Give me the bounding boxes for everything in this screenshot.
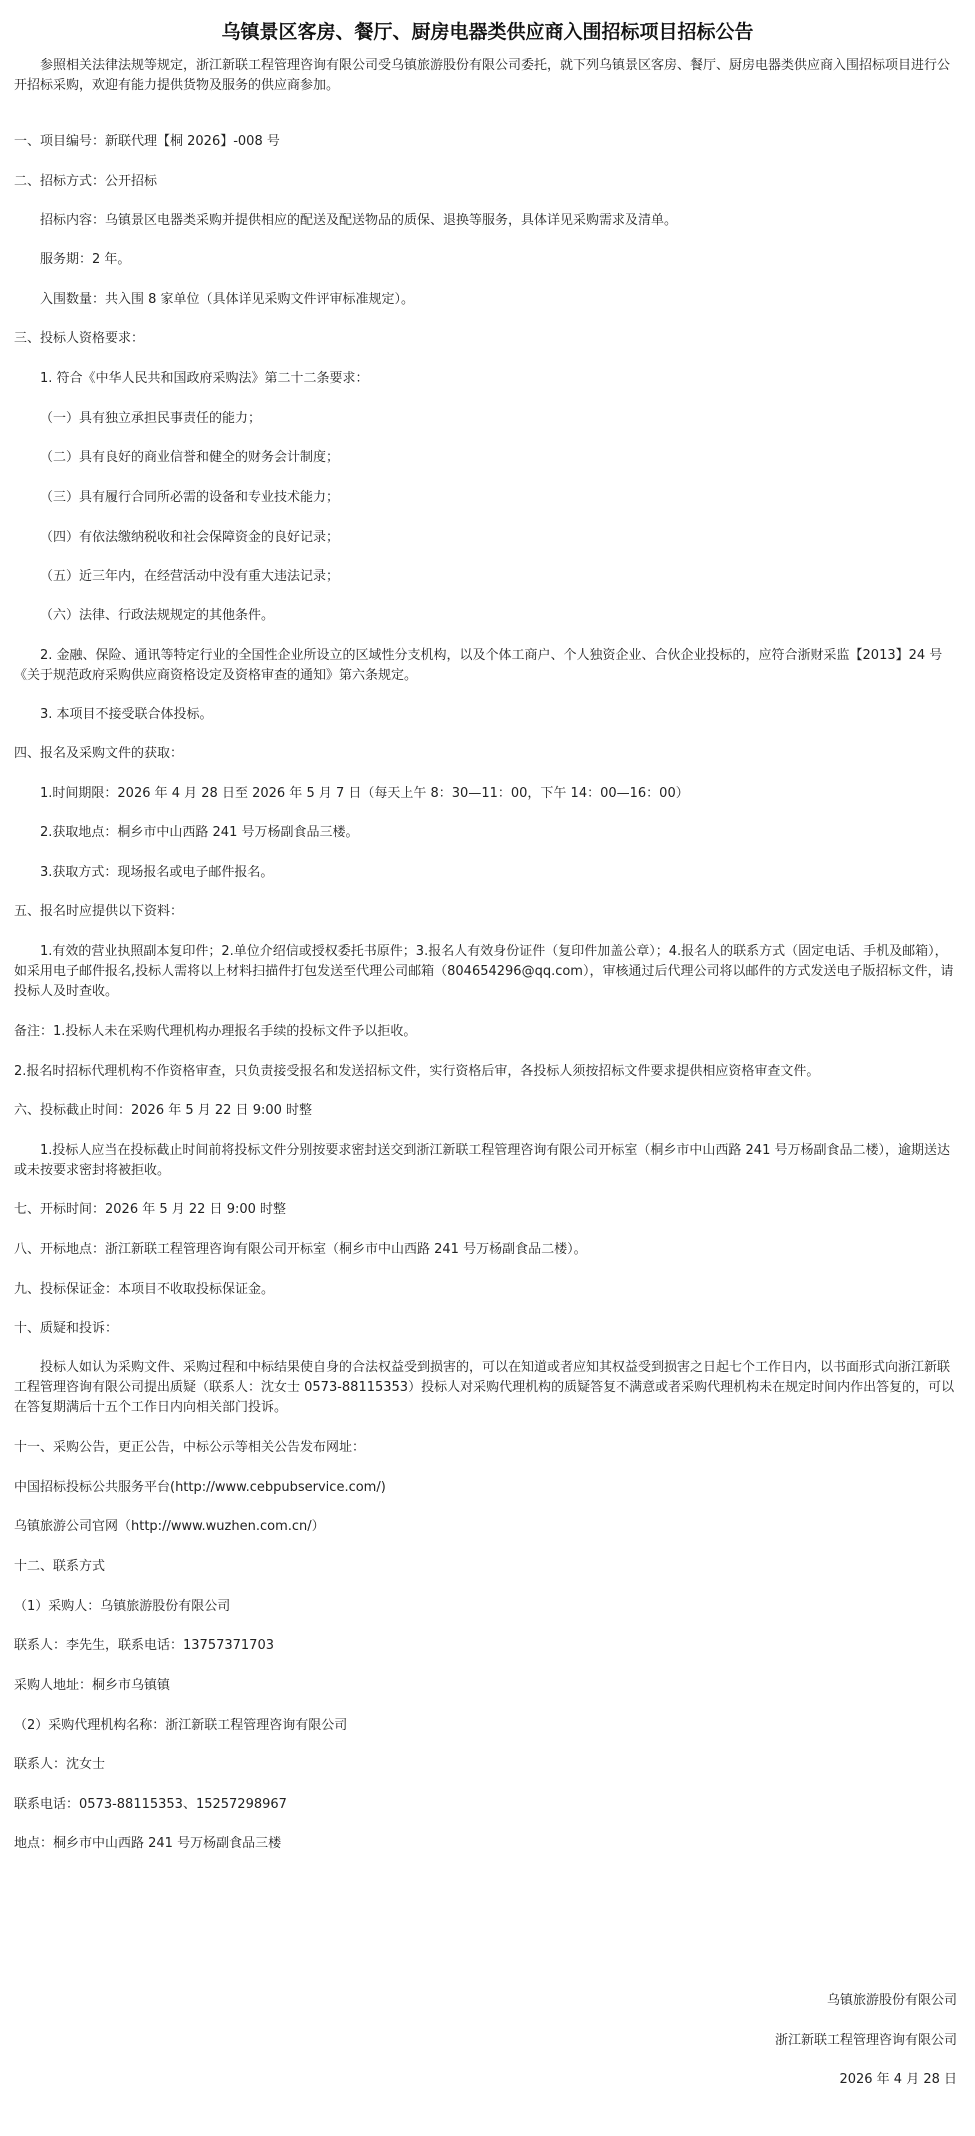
- qualification-2: 2. 金融、保险、通讯等特定行业的全国性企业所设立的区域性分支机构，以及个体工商户、个人独资企业、合伙企业投标的，应符合浙财采监【2013】24 号《关于规范政府采购供应商资格设定及资格审查的通知》第六条规定。: [14, 648, 943, 683]
- service-period: 服务期：2 年。: [40, 252, 131, 267]
- section-9-heading: 九、投标保证金：本项目不收取投标保证金。: [14, 1282, 275, 1297]
- qualification-item: （六）法律、行政法规规定的其他条件。: [40, 608, 275, 623]
- section-6-heading: 六、投标截止时间：2026 年 5 月 22 日 9:00 时整: [14, 1103, 313, 1118]
- signature-date: 2026 年 4 月 28 日: [839, 2072, 957, 2087]
- registration-method: 3.获取方式：现场报名或电子邮件报名。: [40, 865, 274, 880]
- intro-paragraph: 参照相关法律法规等规定，浙江新联工程管理咨询有限公司受乌镇旅游股份有限公司委托，就下列乌镇景区客房、餐厅、厨房电器类供应商入围招标项目进行公开招标采购，欢迎有能力提供货物及服务的供应商参加。: [14, 58, 951, 93]
- agency-name: （2）采购代理机构名称：浙江新联工程管理咨询有限公司: [14, 1718, 348, 1733]
- submission-rule: 1.投标人应当在投标截止时间前将投标文件分别按要求密封送交到浙江新联工程管理咨询有限公司开标室（桐乡市中山西路 241 号万杨副食品二楼），逾期送达或未按要求密封将被拒收。: [14, 1143, 950, 1178]
- section-10-heading: 十、质疑和投诉：: [14, 1321, 119, 1336]
- section-12-heading: 十二、联系方式: [14, 1559, 106, 1574]
- publish-site-1: 中国招标投标公共服务平台(http://www.cebpubservice.com/): [14, 1480, 386, 1495]
- registration-period: 1.时间期限：2026 年 4 月 28 日至 2026 年 5 月 7 日（每天上午 8：30—11：00，下午 14：00—16：00）: [40, 786, 689, 801]
- required-documents: 1.有效的营业执照副本复印件；2.单位介绍信或授权委托书原件；3.报名人有效身份证件（复印件加盖公章）；4.报名人的联系方式（固定电话、手机及邮箱），如采用电子邮件报名,投标人需将以上材料扫描件打包发送至代理公司邮箱（804654296@qq.com），审核通过后代理公司将以邮件的方式发送电子版招标文件，请投标人及时查收。: [14, 944, 954, 999]
- qualification-3: 3. 本项目不接受联合体投标。: [40, 707, 213, 722]
- signature-agency: 浙江新联工程管理咨询有限公司: [774, 2033, 957, 2048]
- section-4-heading: 四、报名及采购文件的获取：: [14, 746, 184, 761]
- qualification-1: 1. 符合《中华人民共和国政府采购法》第二十二条要求：: [40, 371, 369, 386]
- agency-contact: 联系人：沈女士: [14, 1757, 106, 1772]
- qualification-item: （五）近三年内，在经营活动中没有重大违法记录；: [40, 569, 340, 584]
- qualification-item: （二）具有良好的商业信誉和健全的财务会计制度；: [40, 450, 340, 465]
- section-2-heading: 二、招标方式：公开招标: [14, 174, 158, 189]
- note-2: 2.报名时招标代理机构不作资格审查，只负责接受报名和发送招标文件，实行资格后审，各投标人须按招标文件要求提供相应资格审查文件。: [14, 1064, 820, 1079]
- complaint-rule: 投标人如认为采购文件、采购过程和中标结果使自身的合法权益受到损害的，可以在知道或者应知其权益受到损害之日起七个工作日内，以书面形式向浙江新联工程管理咨询有限公司提出质疑（联系人：沈女士 0573-88115353）投标人对采购代理机构的质疑答复不满意或者采购代理机构未在规定时间内作出答复的，可以在答复期满后十五个工作日内向相关部门投诉。: [14, 1360, 955, 1415]
- section-8-heading: 八、开标地点：浙江新联工程管理咨询有限公司开标室（桐乡市中山西路 241 号万杨副食品二楼）。: [14, 1242, 587, 1257]
- section-11-heading: 十一、采购公告，更正公告，中标公示等相关公告发布网址：: [14, 1440, 366, 1455]
- section-3-heading: 三、投标人资格要求：: [14, 331, 145, 346]
- section-7-heading: 七、开标时间：2026 年 5 月 22 日 9:00 时整: [14, 1202, 287, 1217]
- bid-content: 招标内容：乌镇景区电器类采购并提供相应的配送及配送物品的质保、退换等服务，具体详见采购需求及清单。: [40, 213, 678, 228]
- publish-site-2: 乌镇旅游公司官网（http://www.wuzhen.com.cn/）: [14, 1519, 325, 1534]
- purchaser-contact: 联系人：李先生，联系电话：13757371703: [14, 1638, 274, 1653]
- shortlist-quota: 入围数量：共入围 8 家单位（具体详见采购文件评审标准规定）。: [40, 292, 415, 307]
- signature-purchaser: 乌镇旅游股份有限公司: [826, 1993, 957, 2008]
- section-1-heading: 一、项目编号：新联代理【桐 2026】-008 号: [14, 134, 280, 149]
- agency-address: 地点：桐乡市中山西路 241 号万杨副食品三楼: [14, 1836, 282, 1851]
- qualification-item: （四）有依法缴纳税收和社会保障资金的良好记录；: [40, 530, 340, 545]
- section-5-heading: 五、报名时应提供以下资料：: [14, 904, 184, 919]
- qualification-item: （一）具有独立承担民事责任的能力；: [40, 411, 262, 426]
- purchaser-name: （1）采购人：乌镇旅游股份有限公司: [14, 1599, 231, 1614]
- note-1: 备注：1.投标人未在采购代理机构办理报名手续的投标文件予以拒收。: [14, 1024, 417, 1039]
- qualification-item: （三）具有履行合同所必需的设备和专业技术能力；: [40, 490, 340, 505]
- page-title: 乌镇景区客房、餐厅、厨房电器类供应商入围招标项目招标公告: [221, 21, 754, 43]
- purchaser-address: 采购人地址：桐乡市乌镇镇: [14, 1678, 171, 1693]
- registration-location: 2.获取地点：桐乡市中山西路 241 号万杨副食品三楼。: [40, 825, 359, 840]
- agency-phone: 联系电话：0573-88115353、15257298967: [14, 1797, 287, 1812]
